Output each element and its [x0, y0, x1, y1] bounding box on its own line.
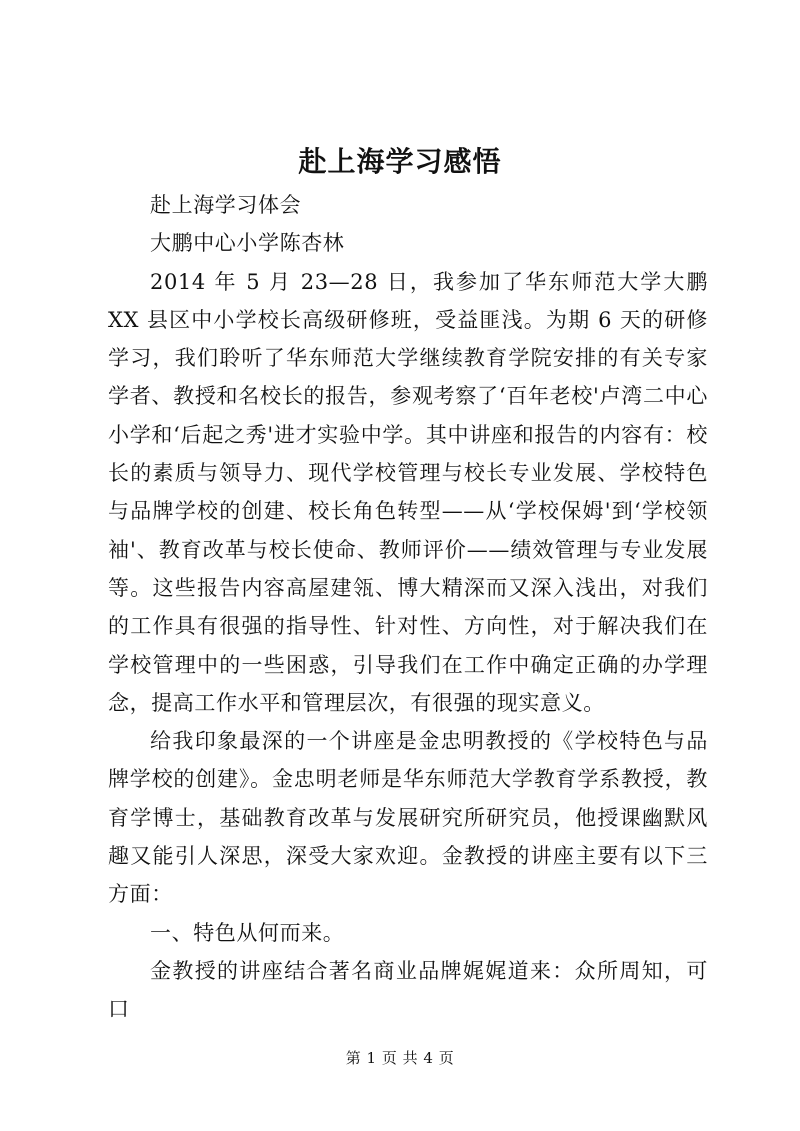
- document-body: [108, 186, 708, 1029]
- body-paragraph: 2014 年 5 月 23—28 日，我参加了华东师范大学大鹏 XX 县区中小学校长高级研修班，受益匪浅。为期 6 天的研修学习，我们聆听了华东师范大学继续教育学院安排的有关专家学者、教授和名校长的报告，参观考察了‘百年老校'卢湾二中心小学和‘后起之秀'进才实验中学。其中讲座和报告的内容有：校长的素质与领导力、现代学校管理与校长专业发展、学校特色与品牌学校的创建、校长角色转型——从‘学校保姆'到‘学校领袖'、教育改革与校长使命、教师评价——绩效管理与专业发展等。这些报告内容高屋建瓴、博大精深而又深入浅出，对我们的工作具有很强的指导性、针对性、方向性，对于解决我们在学校管理中的一些困惑，引导我们在工作中确定正确的办学理念，提高工作水平和管理层次，有很强的现实意义。: [108, 269, 708, 715]
- section-heading: 一、特色从何而来。: [150, 920, 345, 945]
- body-paragraph: 金教授的讲座结合著名商业品牌娓娓道来：众所周知，可口: [108, 958, 708, 1022]
- subtitle-paragraph: 赴上海学习体会: [150, 193, 302, 217]
- page-number-footer: 第 1 页 共 4 页: [345, 1049, 455, 1067]
- body-paragraph: 给我印象最深的一个讲座是金忠明教授的《学校特色与品牌学校的创建》。金忠明老师是华东师范大学教育学系教授，教育学博士，基础教育改革与发展研究所研究员，他授课幽默风趣又能引人深思，深受大家欢迎。金教授的讲座主要有以下三方面：: [108, 729, 708, 907]
- author-paragraph: 大鹏中心小学陈杏林: [150, 231, 345, 256]
- document-title: 赴上海学习感悟: [298, 145, 502, 178]
